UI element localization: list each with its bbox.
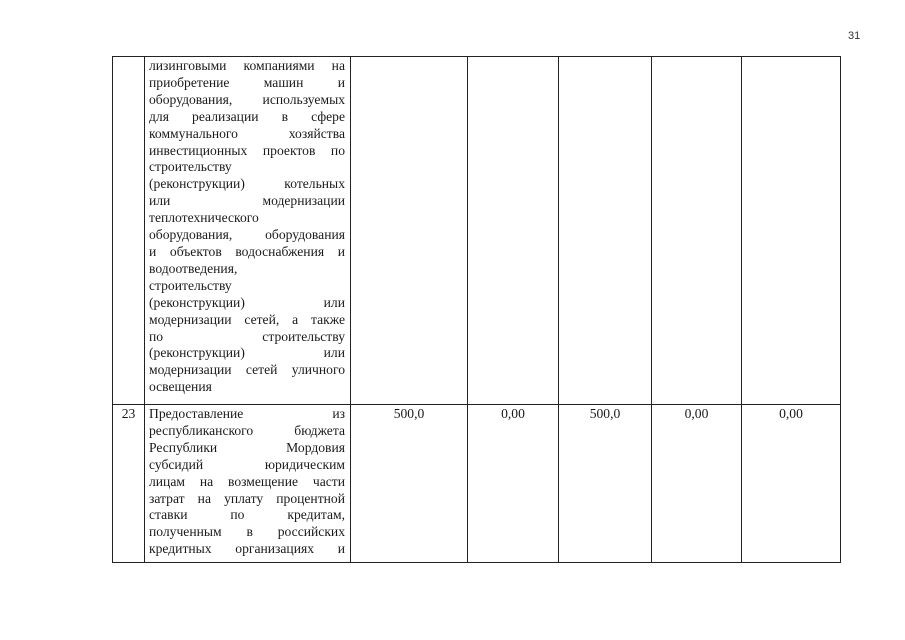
table-row [113, 405, 841, 563]
description-line: теплотехнического [149, 210, 259, 226]
row-number [113, 57, 145, 405]
value-cell-5 [742, 57, 841, 405]
value-cell-1: 500,0 [351, 405, 468, 563]
description-line: для реализации в сфере [149, 108, 345, 124]
description-line: оборудования, оборудования [149, 227, 345, 243]
row-description [145, 57, 351, 405]
budget-table [112, 56, 841, 563]
description-line: строительству [149, 159, 232, 175]
description-line: водоотведения, [149, 260, 238, 276]
description-line: модернизации сетей уличного [149, 362, 345, 378]
page-number: 31 [848, 30, 861, 42]
description-line: (реконструкции) или [149, 294, 345, 310]
description-text [149, 406, 345, 558]
value-cell-4: 0,00 [652, 405, 742, 563]
description-line: по строительству [149, 328, 345, 344]
value-cell-4 [652, 57, 742, 405]
description-line: (реконструкции) или [149, 345, 345, 361]
description-line: лизинговыми компаниями на [149, 58, 345, 73]
description-text [149, 58, 345, 396]
table-row [113, 57, 841, 405]
description-line: приобретение машин и [149, 74, 345, 90]
description-line: субсидий юридическим [149, 456, 345, 472]
description-line: ставки по кредитам, [149, 507, 345, 523]
description-line: оборудования, используемых [149, 91, 345, 107]
description-line: и объектов водоснабжения и [149, 243, 345, 259]
description-line: освещения [149, 379, 212, 395]
value-cell-3 [559, 57, 652, 405]
row-description [145, 405, 351, 563]
description-line: полученным в российских [149, 524, 345, 540]
description-line: строительству [149, 277, 232, 293]
description-line: инвестиционных проектов по [149, 142, 345, 158]
value-cell-3: 500,0 [559, 405, 652, 563]
description-line: модернизации сетей, а также [149, 311, 345, 327]
description-line: лицам на возмещение части [149, 473, 345, 489]
description-line: или модернизации [149, 193, 345, 209]
value-cell-2 [468, 57, 559, 405]
description-line: (реконструкции) котельных [149, 176, 345, 192]
description-line: Предоставление из [149, 406, 345, 421]
value-cell-2: 0,00 [468, 405, 559, 563]
value-cell-5: 0,00 [742, 405, 841, 563]
description-line: кредитных организациях и [149, 541, 345, 557]
row-number: 23 [113, 405, 145, 563]
description-line: республиканского бюджета [149, 422, 345, 438]
description-line: Республики Мордовия [149, 439, 345, 455]
description-line: коммунального хозяйства [149, 125, 345, 141]
description-line: затрат на уплату процентной [149, 490, 345, 506]
value-cell-1 [351, 57, 468, 405]
